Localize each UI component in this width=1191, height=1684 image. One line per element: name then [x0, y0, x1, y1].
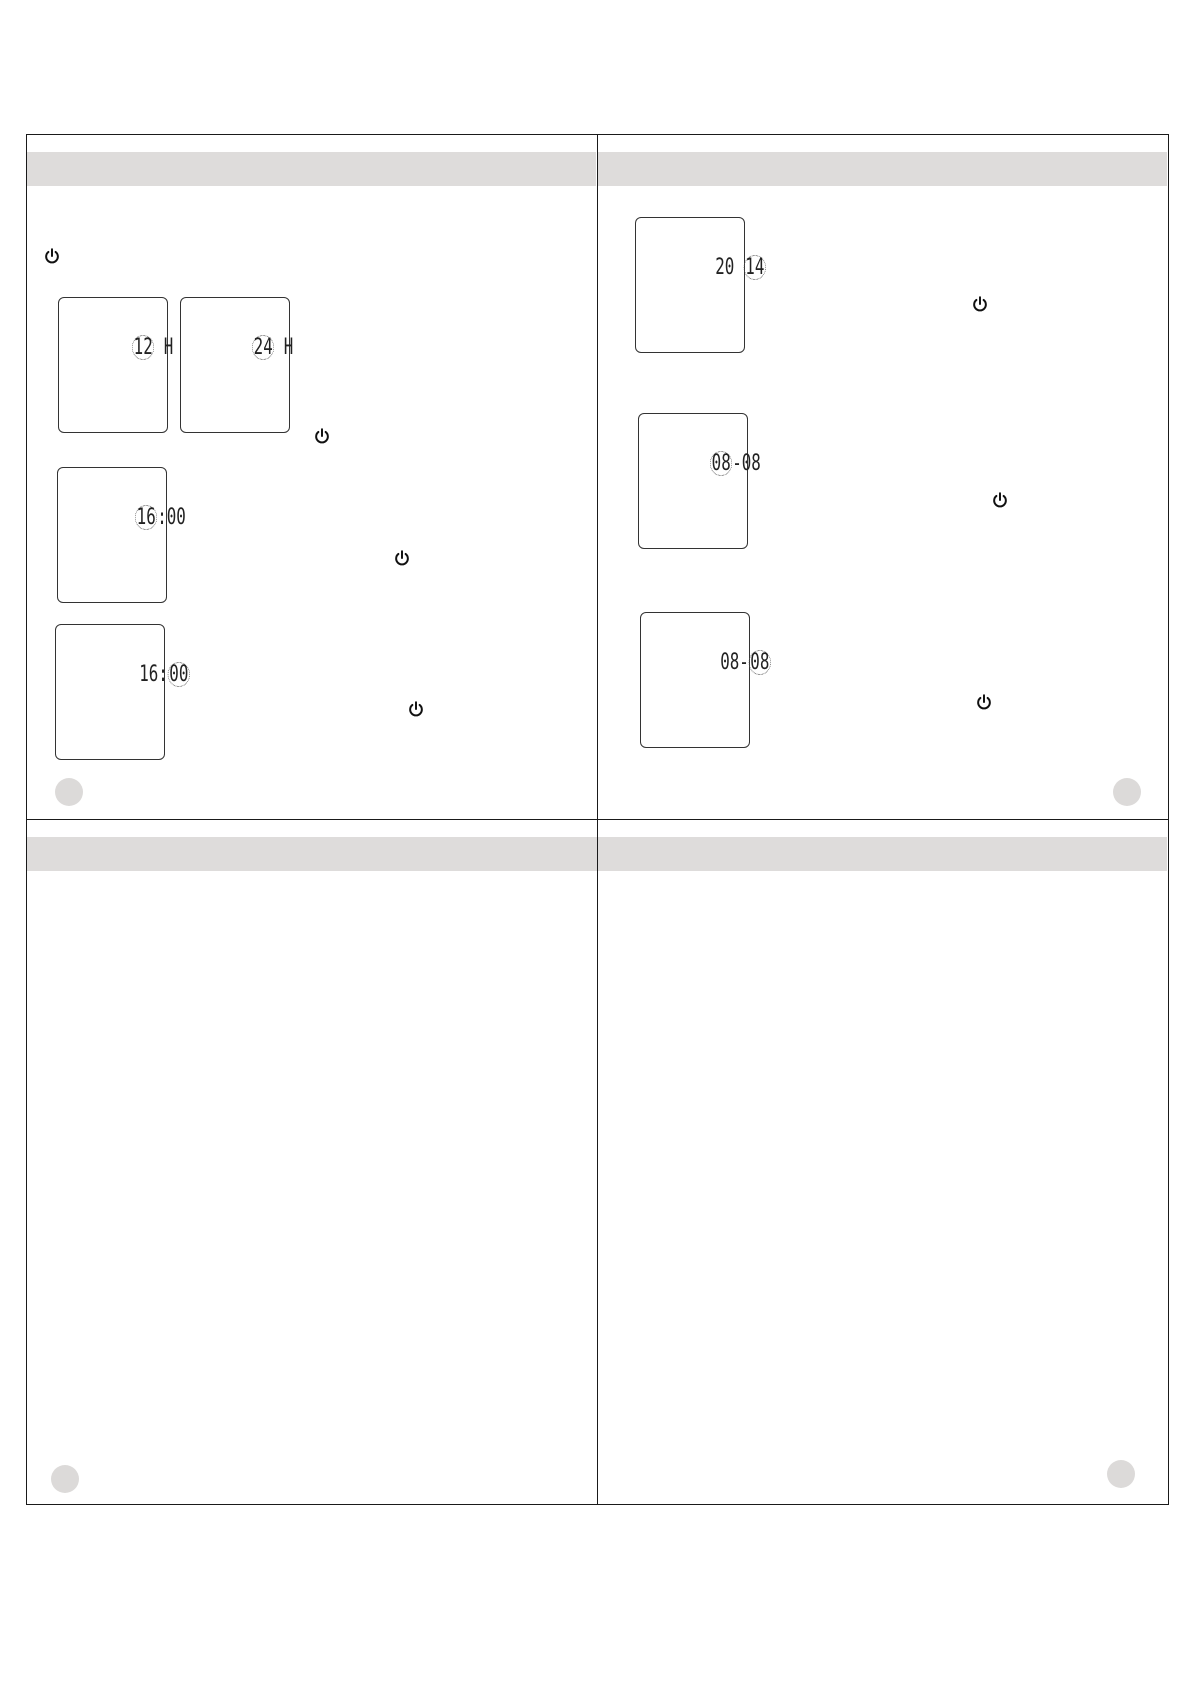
panel-bottom-right: [597, 819, 1169, 1505]
page-number-marker: [1113, 778, 1141, 806]
lcd-text-12h-suffix: H: [154, 335, 174, 360]
page-number-marker: [55, 778, 83, 806]
power-icon: [991, 491, 1009, 509]
lcd-text-24h-suffix: H: [274, 335, 294, 360]
lcd-display-hour: [57, 467, 186, 603]
lcd-text-minutes: :00: [157, 505, 186, 530]
lcd-display-year: [635, 217, 765, 353]
panel-top-right: [597, 134, 1169, 820]
blinking-digit: 24: [253, 335, 273, 360]
power-icon: [971, 295, 989, 313]
power-icon: [43, 247, 61, 265]
blinking-digit: 00: [169, 662, 189, 687]
lcd-display-day: [640, 612, 770, 748]
lcd-display-12h: [58, 297, 174, 433]
page-number-marker: [51, 1465, 79, 1493]
section-header-band: [27, 152, 596, 186]
power-icon: [393, 549, 411, 567]
section-header-band: [598, 152, 1167, 186]
power-icon: [313, 427, 331, 445]
blinking-digit: 14: [745, 255, 765, 280]
section-header-band: [27, 837, 597, 871]
blinking-digit: 16: [136, 505, 156, 530]
blinking-digit: 12: [133, 335, 153, 360]
blinking-digit: 08: [750, 650, 770, 675]
panel-top-left: [26, 134, 598, 820]
lcd-display-24h: [180, 297, 294, 433]
power-icon: [407, 700, 425, 718]
power-icon: [975, 693, 993, 711]
lcd-text-day: -08: [732, 451, 761, 476]
lcd-text-month: 08-: [720, 650, 749, 675]
lcd-text-century: 20: [715, 255, 744, 280]
section-header-band: [598, 837, 1167, 871]
lcd-display-month: [638, 413, 761, 549]
panel-bottom-left: [26, 819, 599, 1505]
lcd-text-hours: 16:: [139, 662, 168, 687]
blinking-digit: 08: [711, 451, 731, 476]
page-number-marker: [1107, 1460, 1135, 1488]
lcd-display-minute: [55, 624, 189, 760]
